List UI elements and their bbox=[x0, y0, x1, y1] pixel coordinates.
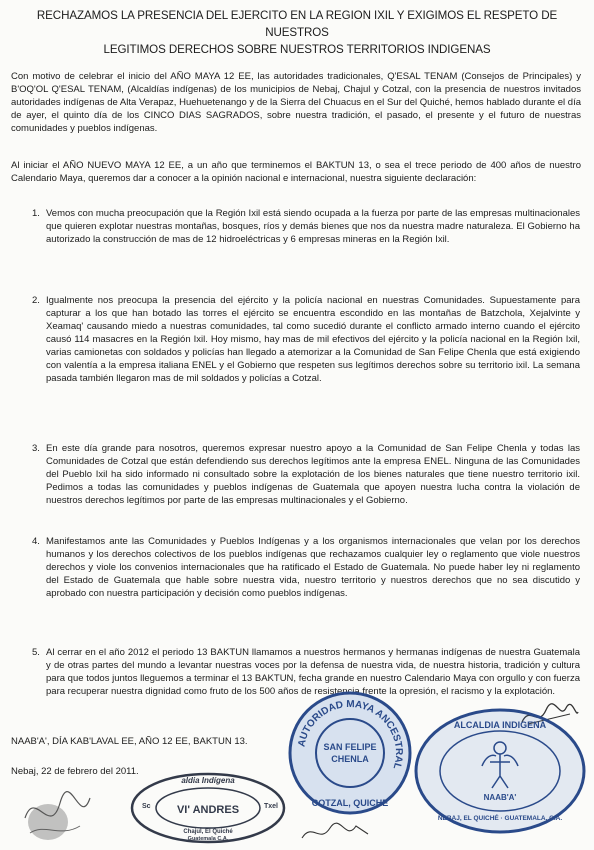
item-number-2: 2. bbox=[32, 295, 40, 306]
stamp-3-top: ALCALDIA INDIGENA bbox=[453, 720, 547, 730]
item-text-1: Vemos con mucha preocupación que la Región Ixil está siendo ocupada a la fuerza por parte de las empresas multinacionales que quieren explotar nuestras montañas, bosques, ríos y demás bienes que nos da nuestra madre naturaleza. El Gobierno ha autorizado la construcción de mas de 12 hidroeléctricas y 6 empresas mineras en la Región Ixil. bbox=[46, 208, 580, 245]
item-text-3: En este día grande para nosotros, queremos expresar nuestro apoyo a la Comunidad de San Felipe Chenla y todas las Comunidades de Cotzal que están defendiendo sus derechos legítimos ante la empresa ENEL. Ninguna de las Comunidades del Pueblo Ixil ha sido informado ni consultado sobre la explotación de los bienes naturales que tiene nuestro territorio ixil. Pedimos a todas las comunidades y pueblos indígenas de Guatemala que apoyen nuestra lucha contra la violación de nuestros derechos legítimos por parte de las empresas multinacionales y el Gobierno. bbox=[46, 443, 580, 506]
title-line-1: RECHAZAMOS LA PRESENCIA DEL EJERCITO EN LA REGION IXIL Y EXIGIMOS EL RESPETO DE NUESTROS bbox=[36, 9, 558, 39]
stamp-1-right: Txel bbox=[264, 803, 279, 810]
item-text-5: Al cerrar en el año 2012 el periodo 13 BAKTUN llamamos a nuestros hermanos y hermanas indígenas de nuestra Guatemala y de otras partes del mundo a levantar nuestras voces por la defensa de nuestra vida, de nuestra historia, tradición y cultura para que todos juntos lleguemos a terminar el 13 BAKTUN, fecha grande en nuestro Calendario Maya con orgullo y con fuerza para recuperar nuestra dignidad como fruto de los 500 años de resistencia frente la opresión, el racismo y la explotación. bbox=[46, 647, 580, 697]
signature-date: Nebaj, 22 de febrero del 2011. bbox=[11, 766, 139, 777]
stamp-alcaldia-chajul bbox=[128, 770, 288, 846]
stamp-autoridad-maya bbox=[285, 690, 415, 816]
stamp-3-label: NAAB'A' bbox=[483, 793, 517, 802]
signature-scribble-bottom bbox=[300, 820, 370, 846]
intro-paragraph: Con motivo de celebrar el inicio del AÑO MAYA 12 EE, las autoridades tradicionales, Q'ESAL TENAM (Consejos de Principales) y B'OQ'OL Q'ESAL TENAM, (Alcaldías indígenas) de los municipios de Nebaj, Chajul y Cotzal, con la presencia de nuestros invitados autoridades indígenas de Alta Verapaz, Huehuetenango y de la Sierra del Chuacus en el Sur del Quiché, hemos hablado durante el día de ayer, el quinto día de los CINCO DIAS SAGRADOS, sobre nuestra tradición, el pasado, el presente y el futuro de nuestras comunidades y pueblos indígenas. bbox=[11, 71, 581, 134]
item-number-5: 5. bbox=[32, 647, 40, 658]
stamp-3-bottom: NEBAJ, EL QUICHÉ · GUATEMALA, C.A. bbox=[437, 815, 563, 822]
stamp-1-middle: VI' ANDRES bbox=[176, 804, 240, 816]
signature-place: NAAB'A', DÍA KAB'LAVAL EE, AÑO 12 EE, BAKTUN 13. bbox=[11, 736, 248, 747]
stamp-1-bottom2: Guatemala C.A. bbox=[187, 836, 229, 842]
stamp-alcaldia-nebaj bbox=[412, 706, 588, 836]
stamp-2-bottom: COTZAL, QUICHE bbox=[311, 798, 389, 808]
stamp-1-bottom: Chajul, El Quiché bbox=[183, 829, 233, 835]
stamp-1-left: Sc bbox=[142, 803, 151, 810]
item-number-4: 4. bbox=[32, 536, 40, 547]
document-title bbox=[10, 7, 584, 58]
item-text-4: Manifestamos ante las Comunidades y Pueblos Indígenas y a los organismos internacionales que velan por los derechos humanos y los derechos colectivos de los pueblos indígenas que rechazamos cualquier ley o reglamento que viole nuestros derechos y viole los convenios internacionales que ha ratificado el Estado de Guatemala. No puede haber ley ni reglamento del Estado de Guatemala que hable sobre nuestra vida, nuestro territorio y nuestros derechos que no sea discutido y aprobado con nuestra participación y decisión como pueblos indígenas. bbox=[46, 536, 580, 599]
stamp-1-top: aldia Indígena bbox=[181, 776, 235, 785]
intro-paragraph-2: Al iniciar el AÑO NUEVO MAYA 12 EE, a un año que terminemos el BAKTUN 13, o sea el trece periodo de 400 años de nuestro Calendario Maya, queremos dar a conocer a la opinión nacional e internacional, nuestra siguiente declaración: bbox=[11, 160, 581, 184]
stamp-2-center-1: SAN FELIPE bbox=[323, 742, 377, 752]
title-line-2: LEGITIMOS DERECHOS SOBRE NUESTROS TERRITORIOS INDIGENAS bbox=[103, 43, 491, 56]
stamp-2-center-2: CHENLA bbox=[331, 754, 369, 764]
stamp-2-ring: AUTORIDAD MAYA ANCESTRAL bbox=[296, 698, 405, 771]
item-text-2: Igualmente nos preocupa la presencia del ejército y la policía nacional en nuestras Comunidades. Supuestamente para capturar a los que han botado las torres el ejército se encuentra escondido en las montañas de Batzchola, Xejalvinte y Xeamaq' causando miedo a nuestras comunidades, tal como sucedió durante el conflicto armado interno cuando el ejército causó 114 masacres en la Región Ixil. Hoy mismo, hay mas de mil efectivos del ejército y la policía nacional en la Región Ixil, varias camionetas con soldados y policías han llegado a atemorizar a la Comunidad de San Felipe Chenla que está exigiendo con valentía a la empresa italiana ENEL y el Gobierno que respeten sus legítimos derechos sobre su territorio ixil. La semana pasada también llegaron mas de mil soldados y policías a Cotzal. bbox=[46, 295, 580, 384]
signature-scribble-left bbox=[20, 778, 110, 844]
item-number-3: 3. bbox=[32, 443, 40, 454]
item-number-1: 1. bbox=[32, 208, 40, 219]
